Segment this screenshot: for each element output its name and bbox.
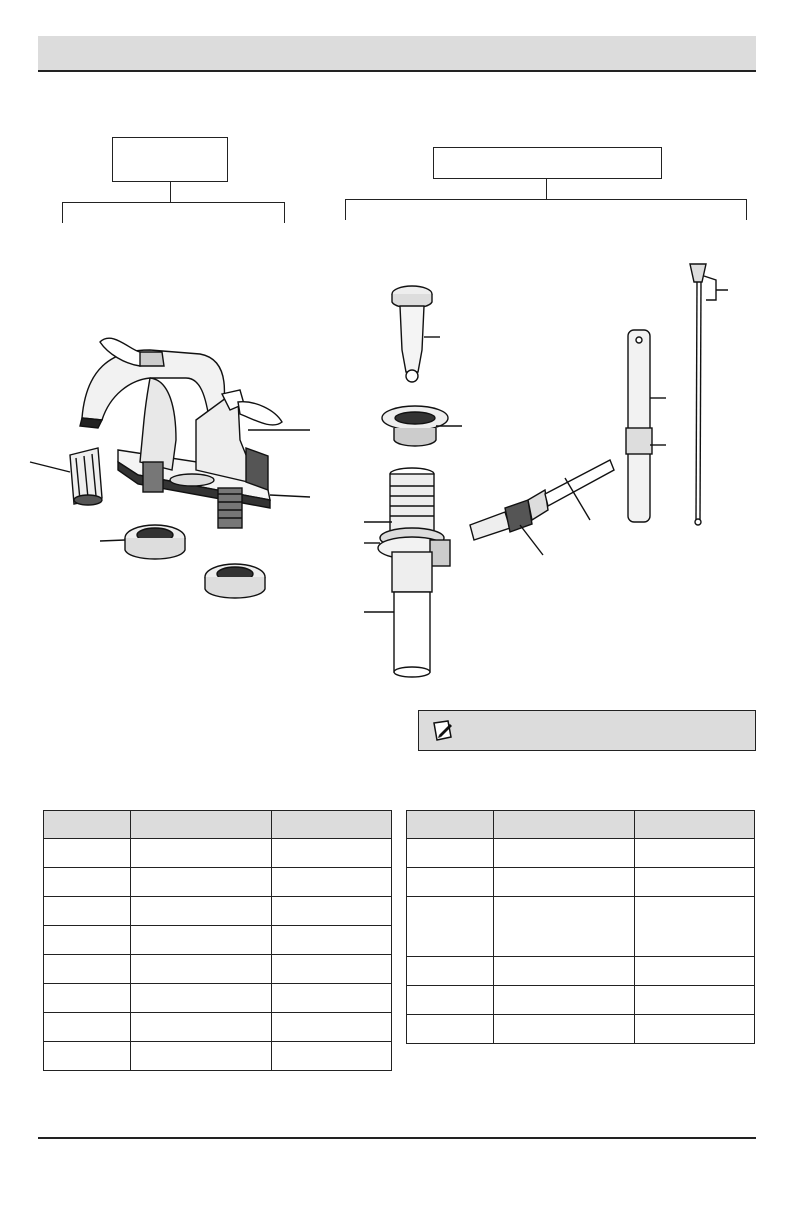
- table-row: [44, 839, 392, 868]
- table-row: [407, 897, 755, 957]
- table-cell: [272, 839, 392, 868]
- table-cell: [493, 839, 635, 868]
- drain-body-illustration: [378, 468, 450, 677]
- table-cell: [130, 1013, 272, 1042]
- table-cell: [130, 984, 272, 1013]
- table-cell: [130, 955, 272, 984]
- table-cell: [44, 868, 131, 897]
- table-cell: [493, 868, 635, 897]
- table-cell: [44, 955, 131, 984]
- pivot-rod-illustration: [470, 460, 614, 540]
- table-row: [407, 957, 755, 986]
- table-cell: [130, 1042, 272, 1071]
- table-cell: [272, 1042, 392, 1071]
- table-cell: [130, 839, 272, 868]
- table-row: [407, 986, 755, 1015]
- table-cell: [635, 839, 755, 868]
- table-cell: [493, 1015, 635, 1044]
- table-cell: [44, 984, 131, 1013]
- table-cell: [272, 868, 392, 897]
- table-cell: [407, 868, 494, 897]
- table-cell: [44, 1013, 131, 1042]
- parts-table-left: [43, 810, 392, 1071]
- table-row: [44, 926, 392, 955]
- parts-table-right: [406, 810, 755, 1044]
- drain-stopper-illustration: [392, 286, 432, 382]
- leader-lines: [30, 276, 728, 612]
- table-cell: [493, 986, 635, 1015]
- table-cell: [635, 897, 755, 957]
- mounting-nuts-illustration: [125, 525, 265, 598]
- table-cell: [407, 1015, 494, 1044]
- column-header: [44, 811, 131, 839]
- column-header: [407, 811, 494, 839]
- table-cell: [635, 957, 755, 986]
- table-cell: [130, 868, 272, 897]
- table-cell: [635, 1015, 755, 1044]
- faucet-illustration: [80, 338, 282, 528]
- table-row: [407, 868, 755, 897]
- table-cell: [493, 897, 635, 957]
- column-header: [635, 811, 755, 839]
- table-cell: [272, 1013, 392, 1042]
- table-cell: [44, 897, 131, 926]
- table-cell: [407, 986, 494, 1015]
- table-header-row: [44, 811, 392, 839]
- table-row: [44, 955, 392, 984]
- table-row: [407, 1015, 755, 1044]
- table-cell: [272, 955, 392, 984]
- note-box: [418, 710, 756, 751]
- table-cell: [44, 1042, 131, 1071]
- table-row: [44, 897, 392, 926]
- table-cell: [130, 897, 272, 926]
- table-row: [44, 984, 392, 1013]
- table-cell: [44, 926, 131, 955]
- table-cell: [635, 986, 755, 1015]
- note-pencil-icon: [431, 719, 455, 743]
- table-cell: [635, 868, 755, 897]
- footer-rule: [38, 1137, 756, 1139]
- table-cell: [272, 984, 392, 1013]
- table-row: [44, 868, 392, 897]
- table-cell: [493, 957, 635, 986]
- table-row: [44, 1013, 392, 1042]
- table-header-row: [407, 811, 755, 839]
- table-row: [44, 1042, 392, 1071]
- column-header: [130, 811, 272, 839]
- lift-rod-illustration: [690, 264, 706, 525]
- extension-strap-illustration: [626, 330, 652, 522]
- table-cell: [272, 897, 392, 926]
- table-cell: [272, 926, 392, 955]
- table-cell: [44, 839, 131, 868]
- aerator-illustration: [70, 448, 102, 505]
- table-cell: [407, 839, 494, 868]
- column-header: [493, 811, 635, 839]
- table-cell: [130, 926, 272, 955]
- table-cell: [407, 897, 494, 957]
- column-header: [272, 811, 392, 839]
- table-row: [407, 839, 755, 868]
- table-cell: [407, 957, 494, 986]
